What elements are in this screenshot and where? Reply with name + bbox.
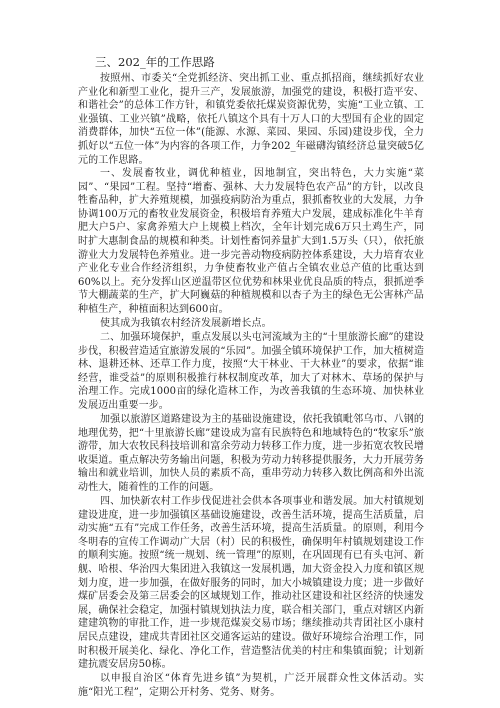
paragraph-growth-point: 使其成为我镇农村经济发展新增长点。 [100,318,272,329]
paragraph-animal-husbandry: 一、发展畜牧业，调优种植业，因地制宜，突出特色，大力实施“菜园”、“果园”工程。坚持“增畜、强林、大力发展特色农产品”的方针，以改良牲畜品种，扩大养殖规模，加强疫病防治为重点，狠抓畜牧业的大发展，力争协调100万元的畜牧业发展资金，积极培育养殖大户发展，建成标准化牛羊育肥大户5户、家禽养殖大户上规模上档次，全年计划完成6万只土鸡生产，同时扩大惠制食品的规模和种类。计划性畜饲养量扩大到1.5万头（只），依托旅游业大力发展特色养殖业。进一步完善动物疫病防控体系建设，大力培育农业产业化专业合作经济组织，力争使畜牧业产值占全镇农业总产值的比重达到60%以上。充分发挥山区逆温带区位优势和林果业优良品质的特点，狠抓逆季节大棚蔬菜的生产，扩大阿巍菇的种植规模和以杏子为主的绿色无公害林产品种植生产，种植面积达到600亩。 [78,168,424,315]
paragraph-work-principle: 按照州、市委关“全党抓经济、突出抓工业、重点抓招商，继续抓好农业产业化和新型工业化，提升三产，发展旅游，加强党的建设，积极打造平安、和谐社会”的总体工作方针，和镇党委依托煤炭资源优势，实施“工业立镇、工业强镇、工业兴镇”战略，依托八镇这个具有十万人口的大型国有企业的固定消费群体，加快“五位一体”(能源、水源、菜园、果园、乐园)建设步伐，全力抓好以“五位一体”为内容的各项工作，力争202_年磁礴沟镇经济总量突破5亿元的工作思路。 [78,73,424,166]
section-heading: 三、202_年的工作思路 [95,55,215,69]
paragraph-new-countryside: 四、加快新农村工作步伐促进社会供本各项事业和谐发展。加大村镇规划建设进度，进一步加强镇区基础设施建设，改善生活环境，提高生活质量，启动实施“五有”完成工作任务，改善生活环境，提高生活质量。的原则，利用今冬明春的宣传工作调动广大居（村）民的积极性，确保明年村镇规划建设工作的顺利实施。按照“统一规划、统一管理”的原则，在巩固现有已有头屯河、新舰、哈根、华治四大集团进入我镇这一发展机遇，加大资金投入力度和镇区规划力度，进一步加强，在做好服务的同时，加大小城镇建设力度；进一步做好煤矿居委会及第三居委会的区域规划工作，推动社区建设和社区经济的快速发展，确保社会稳定，加强村镇规划执法力度，联合相关部门，重点对辖区内新建建筑物的审批工作，进一步规范煤炭交易市场；继续推动共青团社区小康村居民点建设，建成共青团社区交通客运站的建设。做好环境综合治理工作，同时积极开展美化、绿化、净化工作，营造整洁优美的村庄和集镇面貌；计划新建抗震安居房50栋。 [78,496,424,671]
paragraph-tourism-infrastructure: 加强以旅游区道路建设为主的基础设施建设，依托我镇毗邻乌市、八钢的地理优势，把“十里旅游长廊”建设成为富有民族特色和地域特色的“牧家乐”旅游带，加大农牧民科技培训和富余劳动力转移工作力度，进一步拓宽农牧民增收渠道。重点解决劳务输出问题，积极为劳动力转移提供服务，大力开展劳务输出和就业培训，加快人员的素质不高，重串劳动力转移入数比例高和外出流动性大，随着性的工作的问题。 [78,414,424,493]
paragraph-environment: 二、加强环境保护，重点发展以头屯河流域为主的“十里旅游长廊”的建设步伐，积极营造适宜旅游发展的“乐园”。加强全镇环境保护工作，加大植树造林、退耕还林、还草工作力度，按照“大干林业、干大林业”的要求，依据“谁经营，谁受益”的原则积极推行林权制度改革，加大了对林木、草场的保护与治理工作。完成1000亩的绿化造林工作，为改善我镇的生态环境、加快林业发展迈出重要一步。 [78,332,424,411]
paragraph-sports: 以申报自治区“体育先进乡镇”为契机，广泛开展群众性文体活动。实施“阳光工程”，定期公开村务、党务、财务。 [78,673,424,698]
